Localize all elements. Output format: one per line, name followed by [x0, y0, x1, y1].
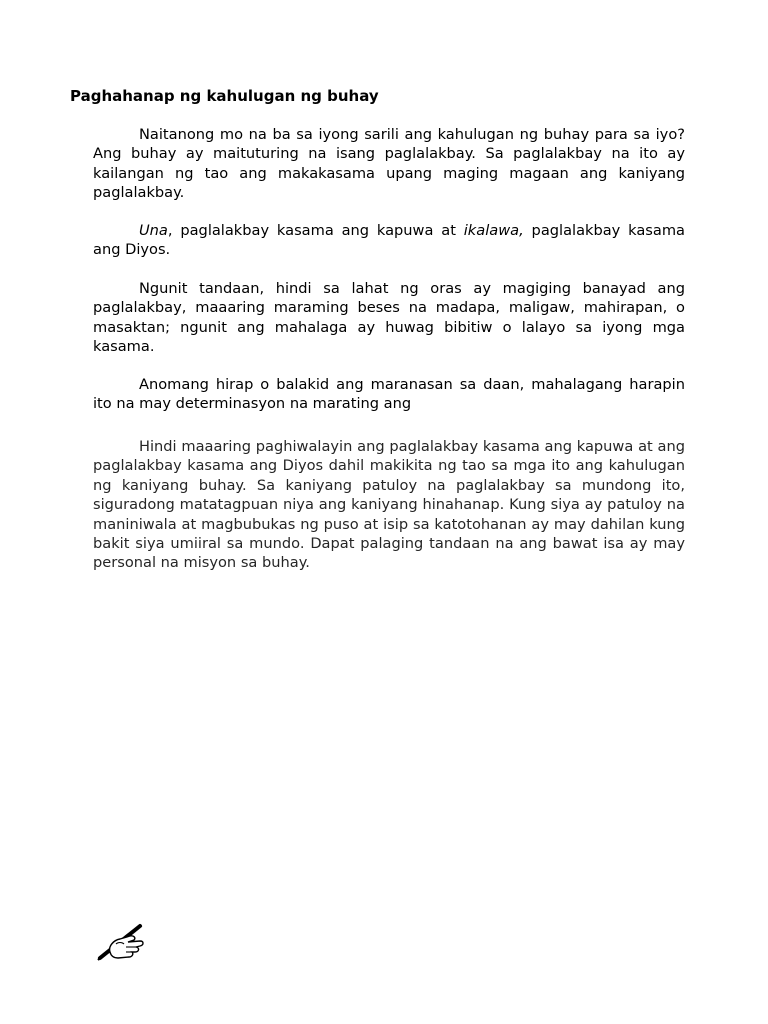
document-title: Paghahanap ng kahulugan ng buhay	[70, 87, 379, 105]
paragraph-1: Naitanong mo na ba sa iyong sarili ang kahulugan ng buhay para sa iyo? Ang buhay ay maituturing na isang paglalakbay. Sa paglalakbay na ito ay kailangan ng tao ang makakasama upang maging magaan ang kaniyang paglalakbay.	[93, 126, 685, 202]
paragraph-5: Hindi maaaring paghiwalayin ang paglalakbay kasama ang kapuwa at ang paglalakbay kasama ang Diyos dahil makikita ng tao sa mga ito ang kahulugan ng kaniyang buhay. Sa kaniyang patuloy na paglalakbay sa mundong ito, siguradong matatagpuan niya ang kaniyang hinahanap. Kung siya ay patuloy na maniniwala at magbubukas ng puso at isip sa katotohanan ay may dahilan kung bakit siya umiiral sa mundo. Dapat palaging tandaan na ang bawat isa ay may personal na misyon sa buhay.	[93, 438, 685, 572]
paragraph-2-mid-text: , paglalakbay kasama ang kapuwa at	[167, 222, 464, 239]
paragraph-2	[93, 221, 685, 260]
paragraph-2-italic-second: ikalawa,	[463, 222, 524, 239]
writing-hand-icon	[96, 922, 148, 962]
paragraph-3: Ngunit tandaan, hindi sa lahat ng oras ay magiging banayad ang paglalakbay, maaaring maraming beses na madapa, maligaw, mahirapan, o masaktan; ngunit ang mahalaga ay huwag bibitiw o lalayo sa iyong mga kasama.	[93, 280, 685, 356]
paragraph-2-italic-first: Una	[139, 222, 168, 239]
paragraph-2-end-text: paglalakbay kasama ang Diyos.	[93, 222, 685, 259]
paragraph-4: Anomang hirap o balakid ang maranasan sa daan, mahalagang harapin ito na may determinasyon na marating ang	[93, 376, 685, 413]
